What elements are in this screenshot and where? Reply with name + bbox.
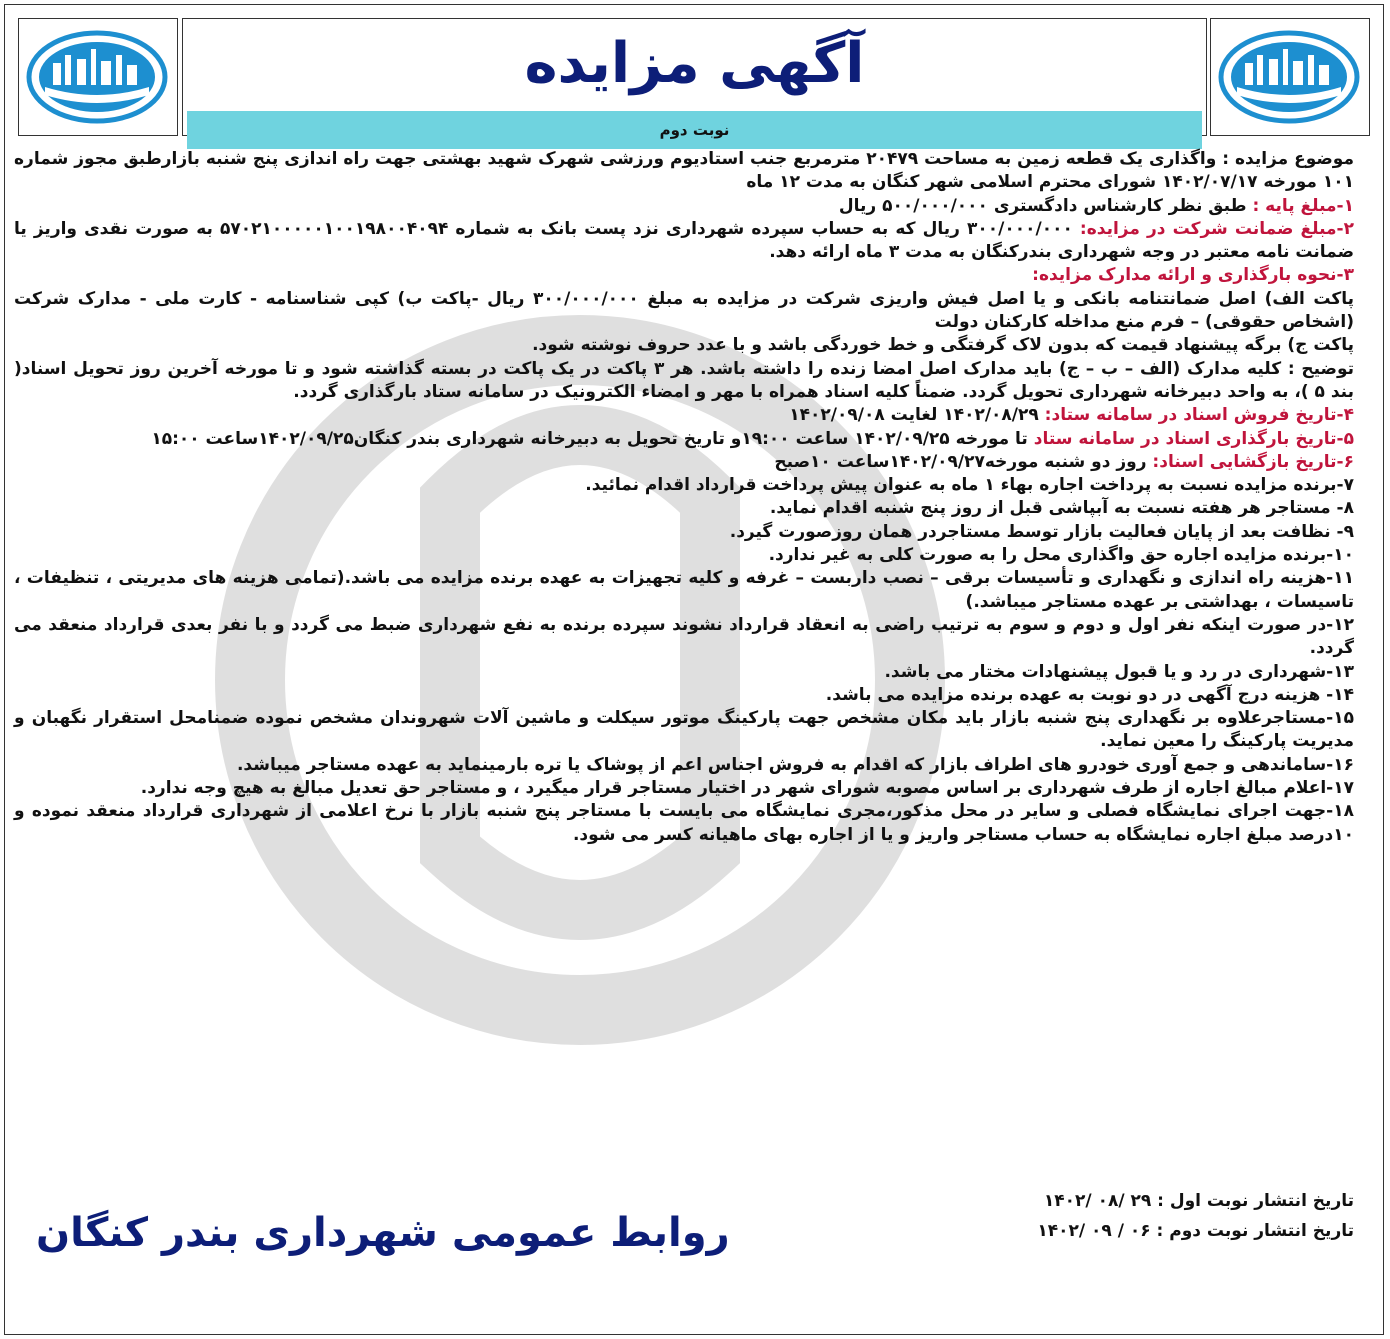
municipality-logo-icon [19, 19, 176, 134]
item-1 [14, 195, 1354, 218]
note: توضیح : کلیه مدارک (الف – ب – ج) باید مدارک اصل امضا زنده را داشته باشد. هر ۳ پاکت در یک پاکت در بسته گذاشته شود و تا مورخه آخرین روز تحویل اسناد( بند ۵ )، به واحد دبیرخانه شهرداری تحویل گردد. ضمناً کلیه اسناد همراه با مهر و امضاء الکترونیک در سامانه ستاد بارگذاری گردد. [14, 358, 1354, 402]
item-6-text: روز دو شنبه مورخه۱۴۰۲/۰۹/۲۷ساعت ۱۰صبح [774, 451, 1153, 472]
logo-right [1210, 18, 1370, 136]
footer-signature: روابط عمومی شهرداری بندر کنگان [36, 1210, 730, 1256]
item-2 [14, 218, 1354, 265]
item-2-label: ۲-مبلغ ضمانت شرکت در مزایده: [1079, 218, 1354, 239]
item-12: ۱۲-در صورت اینکه نفر اول و دوم و سوم به ترتیب راضی به انعقاد قرارداد نشوند سپرده برنده به نفع شهرداری ضبط می گردد و با نفر بعدی قرارداد منعقد می گردد. [14, 614, 1354, 659]
item-15: ۱۵-مستاجرعلاوه بر نگهداری پنج شنبه بازار باید مکان مشخص جهت پارکینگ موتور سیکلت و ماشین آلات شهروندان مشخص نموده ضمنامحل استقرار نگهبان و مدیریت پارکینگ را معین نماید. [14, 708, 1354, 752]
page-title: آگهی مزایده [524, 31, 865, 96]
item-1-text: طبق نظر کارشناس دادگستری ۵۰۰/۰۰۰/۰۰۰ ریال [838, 195, 1253, 216]
item-14: ۱۴- هزینه درج آگهی در دو نوبت به عهده برنده مزایده می باشد. [825, 684, 1354, 705]
item-4-label: ۴-تاریخ فروش اسناد در سامانه ستاد: [1044, 405, 1354, 426]
title-box [182, 18, 1207, 139]
packet-c: پاکت ج) برگه پیشنهاد قیمت که بدون لاک گرفتگی و خط خوردگی باشد و با عدد حروف نوشته شود. [532, 335, 1354, 356]
packet-a: پاکت الف) اصل ضمانتنامه بانکی و یا اصل فیش واریزی شرکت در مزایده به مبلغ ۳۰۰/۰۰۰/۰۰۰ ریال -پاکت ب) کپی شناسنامه - کارت ملی - مدارک شرکت (اشخاص حقوقی) – فرم منع مداخله کارکنان دولت [14, 288, 1354, 333]
item-5 [14, 428, 1354, 451]
publication-dates [1037, 1186, 1354, 1246]
logo-left [18, 18, 178, 136]
item-6 [14, 451, 1354, 474]
publication-first: تاریخ انتشار نوبت اول : ۲۹ /۰۸ /۱۴۰۲ [1043, 1191, 1354, 1211]
item-7: ۷-برنده مزایده نسبت به پرداخت اجاره بهاء ۱ ماه به عنوان پیش پرداخت قرارداد اقدام نمائید. [585, 475, 1354, 496]
round-label: نوبت دوم [187, 111, 1202, 149]
publication-second: تاریخ انتشار نوبت دوم : ۰۶ / ۰۹ /۱۴۰۲ [1037, 1221, 1354, 1241]
item-18: ۱۸-جهت اجرای نمایشگاه فصلی و سایر در محل مذکور،مجری نمایشگاه می بایست با مستاجر پنج شنبه بازار با نرخ اعلامی از شهرداری قرارداد منعقد نموده و ۱۰درصد مبلغ اجاره نمایشگاه به حساب مستاجر واریز و یا از اجاره بهای ماهیانه کسر می شود. [14, 801, 1354, 845]
subject: موضوع مزایده : واگذاری یک قطعه زمین به مساحت ۲۰۴۷۹ مترمربع جنب استادیوم ورزشی شهرک شهید بهشتی جهت راه اندازی پنج شنبه بازارطبق مجوز شماره ۱۰۱ مورخه ۱۴۰۲/۰۷/۱۷ شورای محترم اسلامی شهر کنگان به مدت ۱۲ ماه [14, 149, 1354, 193]
item-5-text: تا مورخه ۱۴۰۲/۰۹/۲۵ ساعت ۱۹:۰۰و تاریخ تحویل به دبیرخانه شهرداری بندر کنگان۱۴۰۲/۰۹/۲۵ساعت ۱۵:۰۰ [151, 428, 1034, 449]
item-2-text: ۳۰۰/۰۰۰/۰۰۰ ریال که به حساب سپرده شهرداری نزد پست بانک به شماره ۵۷۰۲۱۰۰۰۰۰۱۰۰۱۹۸۰۰۴۰۹۴ به صورت نقدی واریز یا ضمانت نامه معتبر در وجه شهرداری بندرکنگان به مدت ۳ ماه ارائه دهد. [14, 218, 1354, 263]
item-3-label: ۳-نحوه بارگذاری و ارائه مدارک مزایده: [1032, 265, 1354, 286]
item-16: ۱۶-ساماندهی و جمع آوری خودرو های اطراف بازار که اقدام به فروش اجناس اعم از پوشاک یا تره بارمینماید به عهده مستاجر میباشد. [236, 754, 1354, 775]
item-6-label: ۶-تاریخ بازگشایی اسناد: [1152, 451, 1354, 472]
item-5-label: ۵-تاریخ بارگذاری اسناد در سامانه ستاد [1033, 428, 1354, 449]
item-17: ۱۷-اعلام مبالغ اجاره از طرف شهرداری بر اساس مصوبه شورای شهر در اختیار مستاجر قرار میگیرد ، و مستاجر حق تعدیل مبالغ به هیچ وجه ندارد. [140, 778, 1354, 799]
item-4-text: ۱۴۰۲/۰۸/۲۹ لغایت ۱۴۰۲/۰۹/۰۸ [789, 405, 1045, 426]
item-8: ۸- مستاجر هر هفته نسبت به آبپاشی قبل از روز پنج شنبه اقدام نماید. [769, 498, 1354, 519]
item-1-label: ۱-مبلغ پایه : [1252, 195, 1354, 216]
item-10: ۱۰-برنده مزایده اجاره حق واگذاری محل را به صورت کلی به غیر ندارد. [768, 545, 1354, 566]
item-9: ۹- نظافت بعد از پایان فعالیت بازار توسط مستاجردر همان روزصورت گیرد. [729, 521, 1354, 542]
auction-body [14, 148, 1354, 847]
item-11: ۱۱-هزینه راه اندازی و نگهداری و تأسیسات برقی – نصب داربست – غرفه و کلیه تجهیزات به عهده برنده مزایده می باشد.(تمامی هزینه های مدیریتی ، تنظیفات ، تاسیسات ، بهداشتی بر عهده مستاجر میباشد.) [14, 568, 1354, 612]
item-13: ۱۳-شهرداری در رد و یا قبول پیشنهادات مختار می باشد. [884, 661, 1354, 682]
item-4 [14, 404, 1354, 427]
municipality-logo-icon [1211, 19, 1368, 134]
